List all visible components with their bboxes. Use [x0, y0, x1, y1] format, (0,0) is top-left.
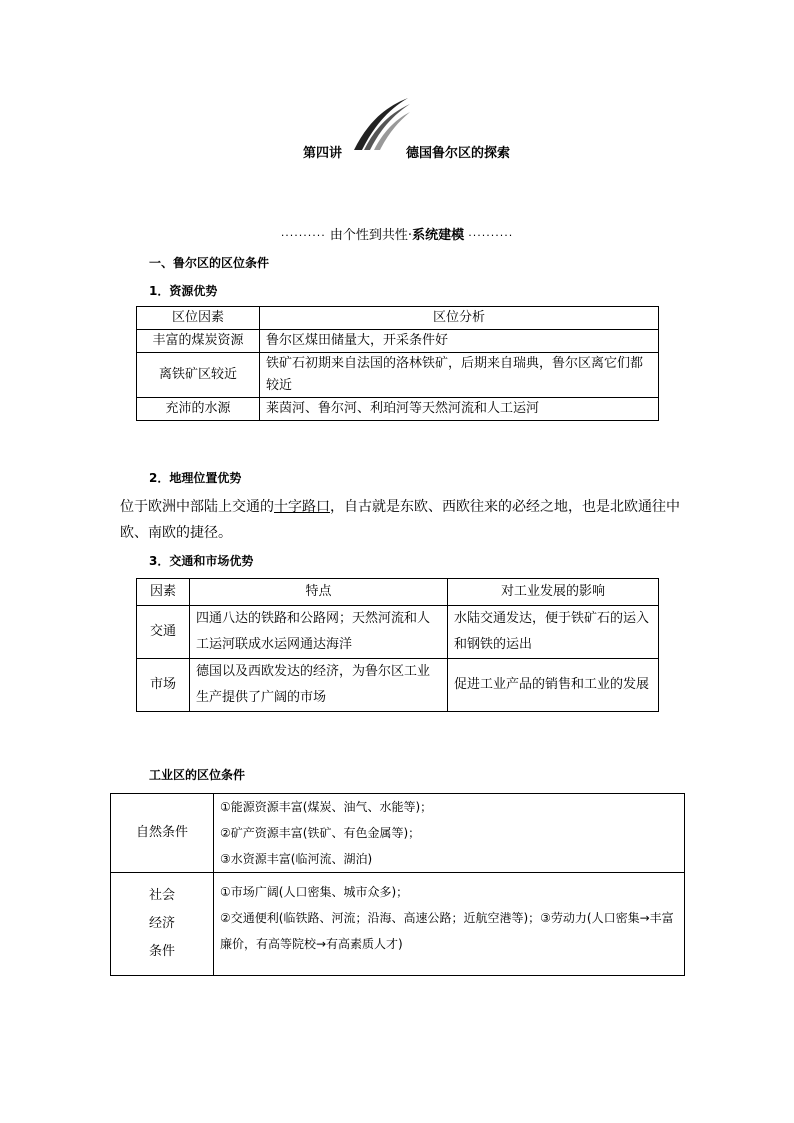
banner-text-bold: 系统建模 — [412, 228, 465, 243]
table-row — [137, 330, 659, 353]
location-paragraph — [120, 494, 680, 546]
table-cell: 充沛的水源 — [137, 398, 260, 421]
section-banner — [0, 224, 794, 243]
table-header-cell: 特点 — [190, 579, 448, 606]
table-cell: 水陆交通发达，便于铁矿石的运入和钢铁的运出 — [448, 606, 659, 659]
table-row — [111, 794, 685, 873]
table-header-row — [137, 579, 659, 606]
paragraph-text: ，自古就是东欧、西欧往来的必经之地，也是北欧通往中欧、南欧的捷径。 — [120, 499, 680, 541]
banner-text: 由个性到共性· — [329, 228, 413, 243]
lecture-number: 第四讲 — [303, 146, 343, 161]
table-cell-label — [111, 873, 214, 976]
label-line: 社会 — [148, 888, 175, 903]
subheading-resources: 1．资源优势 — [149, 284, 218, 298]
subheading-transport-market: 3．交通和市场优势 — [149, 554, 254, 568]
table-row — [137, 606, 659, 659]
banner-dots-right: ·········· — [468, 229, 514, 242]
industrial-conditions-table — [110, 793, 685, 976]
condition-line: ②交通便利(临铁路、河流；沿海、高速公路；近航空港等)；③劳动力(人口密集→丰富廉价，有高等院校→有高素质人才) — [220, 911, 674, 951]
subheading-location: 2．地理位置优势 — [149, 471, 242, 485]
section-heading: 一、鲁尔区的区位条件 — [149, 256, 270, 270]
page-title — [0, 142, 794, 164]
paragraph-underlined: 十字路口 — [274, 499, 330, 515]
table-row — [111, 873, 685, 976]
table-cell — [214, 794, 685, 873]
resource-table — [136, 306, 659, 421]
industrial-location-heading: 工业区的区位条件 — [149, 768, 246, 782]
paragraph-text: 位于欧洲中部陆上交通的 — [120, 499, 274, 515]
table-cell: 离铁矿区较近 — [137, 353, 260, 398]
label-line: 经济 — [148, 916, 175, 931]
label-line: 条件 — [148, 944, 175, 959]
table-cell: 德国以及西欧发达的经济，为鲁尔区工业生产提供了广阔的市场 — [190, 659, 448, 712]
table-header-cell: 因素 — [137, 579, 190, 606]
table-cell: 莱茵河、鲁尔河、利珀河等天然河流和人工运河 — [260, 398, 659, 421]
table-row — [137, 659, 659, 712]
table-cell: 市场 — [137, 659, 190, 712]
table-row — [137, 353, 659, 398]
table-cell: 鲁尔区煤田储量大，开采条件好 — [260, 330, 659, 353]
table-row — [137, 398, 659, 421]
table-cell: 促进工业产品的销售和工业的发展 — [448, 659, 659, 712]
banner-dots-left: ·········· — [280, 229, 326, 242]
table-header-cell: 区位分析 — [260, 307, 659, 330]
table-cell: 丰富的煤炭资源 — [137, 330, 260, 353]
table-cell — [214, 873, 685, 976]
table-cell-label: 自然条件 — [111, 794, 214, 873]
condition-line: ①能源资源丰富(煤炭、油气、水能等)； — [220, 800, 433, 814]
table-cell: 交通 — [137, 606, 190, 659]
transport-market-table — [136, 578, 659, 712]
lecture-title: 德国鲁尔区的探索 — [406, 146, 511, 161]
table-header-cell: 区位因素 — [137, 307, 260, 330]
table-header-cell: 对工业发展的影响 — [448, 579, 659, 606]
condition-line: ③水资源丰富(临河流、湖泊) — [220, 852, 373, 866]
table-header-row — [137, 307, 659, 330]
table-cell: 四通八达的铁路和公路网；天然河流和人工运河联成水运网通达海洋 — [190, 606, 448, 659]
condition-line: ①市场广阔(人口密集、城市众多)； — [220, 885, 409, 899]
table-cell: 铁矿石初期来自法国的洛林铁矿，后期来自瑞典，鲁尔区离它们都较近 — [260, 353, 659, 398]
condition-line: ②矿产资源丰富(铁矿、有色金属等)； — [220, 826, 421, 840]
